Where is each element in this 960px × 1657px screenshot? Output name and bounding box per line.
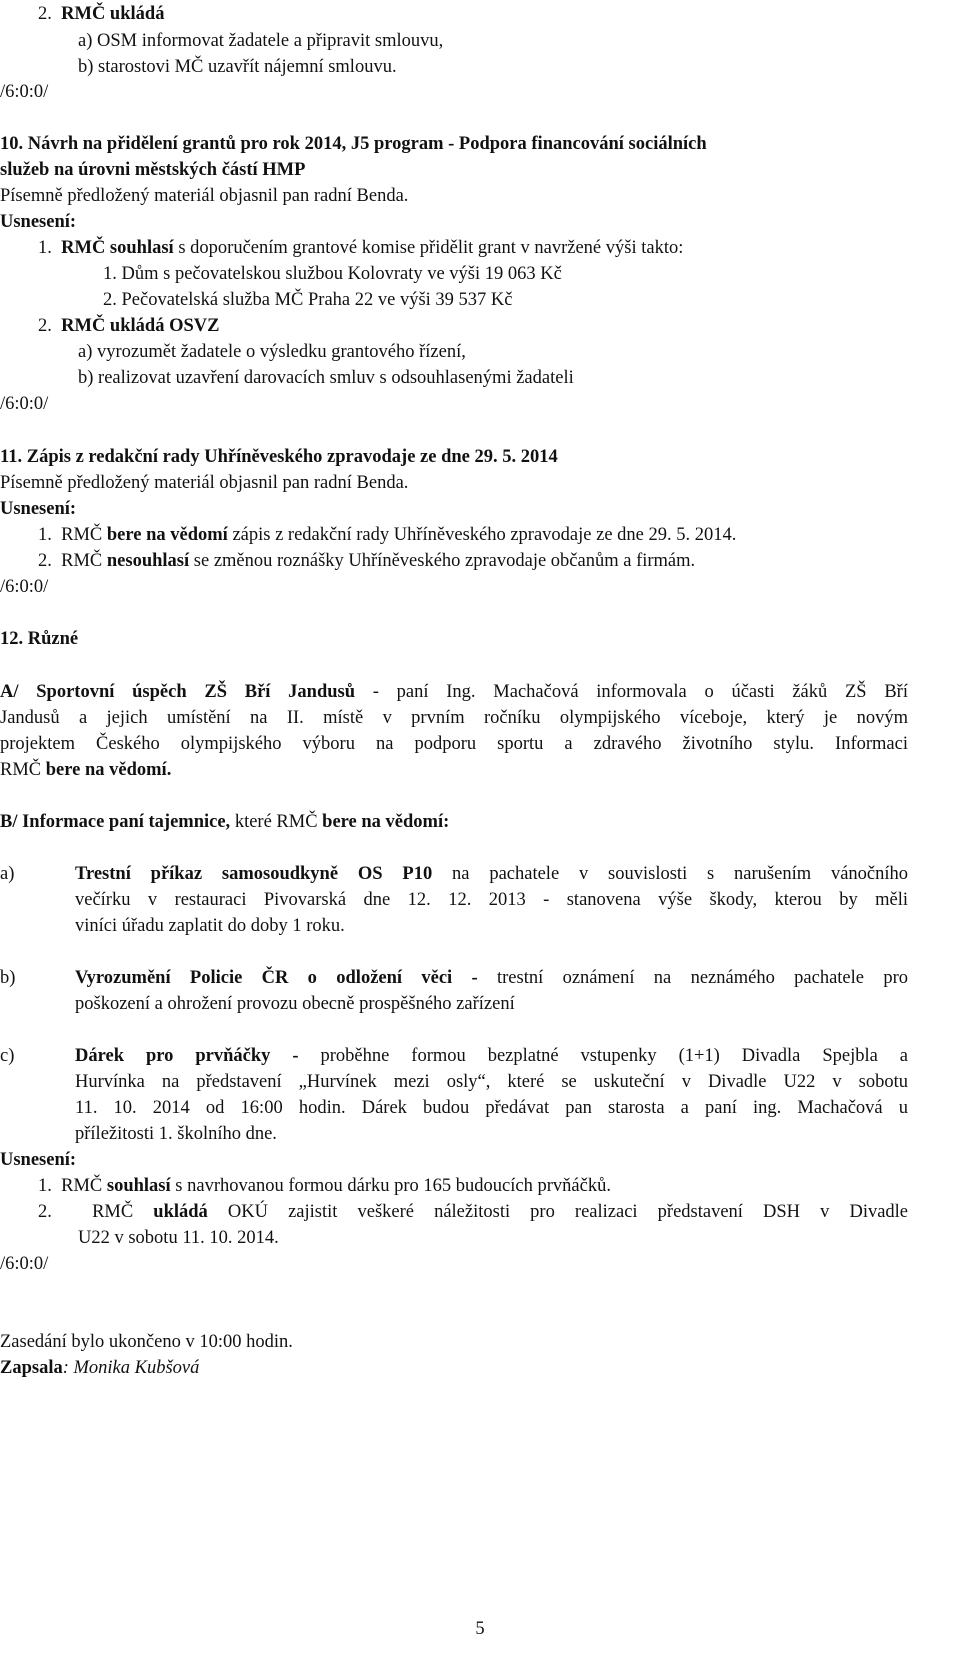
item-a-text: na pachatele v souvislosti s narušením vánočního xyxy=(432,864,909,884)
vote-result: /6:0:0/ xyxy=(0,82,49,102)
item-b-title: Vyrozumění Policie ČR o odložení věci - xyxy=(75,968,478,988)
item-number: 1. xyxy=(38,525,52,545)
item-b-line1 xyxy=(75,966,908,990)
resolution-text: s navrhovanou formou dárku pro 165 budoucích prvňáčků. xyxy=(175,1176,611,1196)
resolution-text: se změnou roznášky Uhříněveského zpravodaje občanům a firmám. xyxy=(193,551,696,571)
resolution-verb: bere na vědomí xyxy=(106,525,228,545)
item-b-label: b) xyxy=(0,968,16,988)
top-item2-a: a) OSM informovat žadatele a připravit smlouvu, xyxy=(78,31,444,51)
section12-resolution-2-line2: U22 v sobotu 11. 10. 2014. xyxy=(78,1228,279,1248)
part-a-heading: A/ Sportovní úspěch ZŠ Bří Jandusů xyxy=(0,682,356,702)
item-number: 2. xyxy=(38,4,52,24)
resolution-label: Usnesení: xyxy=(0,212,77,232)
item-a-line3: viníci úřadu zaplatit do doby 1 roku. xyxy=(75,916,345,936)
vote-result: /6:0:0/ xyxy=(0,1254,49,1274)
vote-result: /6:0:0/ xyxy=(0,394,49,414)
part-a-line1 xyxy=(0,680,908,704)
item-a-label: a) xyxy=(0,864,15,884)
section10-resolution-2 xyxy=(38,314,219,338)
resolution-verb: bere na vědomí. xyxy=(45,760,172,780)
item-a-title: Trestní příkaz samosoudkyně OS P10 xyxy=(75,864,433,884)
recorded-by-name: : Monika Kubšová xyxy=(62,1358,200,1378)
section12-resolution-1 xyxy=(38,1174,611,1198)
section10-heading-line1: 10. Návrh na přidělení grantů pro rok 2014, J5 program - Podpora financování sociálních xyxy=(0,134,707,154)
item-b-text: trestní oznámení na neznámého pachatele pro xyxy=(477,968,908,988)
item-c-label: c) xyxy=(0,1046,15,1066)
resolution-verb: souhlasí xyxy=(106,1176,171,1196)
recorded-by-label: Zapsala xyxy=(0,1358,63,1378)
grant-item-2: 2. Pečovatelská služba MČ Praha 22 ve výši 39 537 Kč xyxy=(103,290,513,310)
section11-intro: Písemně předložený materiál objasnil pan radní Benda. xyxy=(0,473,409,493)
item-label: RMČ ukládá xyxy=(61,4,165,24)
resolution-verb: RMČ ukládá OSVZ xyxy=(61,316,220,336)
resolution-verb: bere na vědomí: xyxy=(322,812,450,832)
item-number: 2. xyxy=(38,551,52,571)
item-a-line2: večírku v restauraci Pivovarská dne 12. 12. 2013 - stanovena výše škody, kterou by měli xyxy=(75,890,908,910)
part-a-line3: projektem Českého olympijského výboru na podporu sportu a zdravého životního stylu. Informaci xyxy=(0,734,908,754)
section12-heading: 12. Různé xyxy=(0,629,79,649)
section10-resolution-2-a: a) vyrozumět žadatele o výsledku grantového řízení, xyxy=(78,342,466,362)
item-c-title: Dárek pro prvňáčky - xyxy=(75,1046,299,1066)
section10-resolution-2-b: b) realizovat uzavření darovacích smluv s odsouhlasenými žadateli xyxy=(78,368,574,388)
item-number: 1. xyxy=(38,1176,52,1196)
rmc-label: RMČ xyxy=(61,1176,103,1196)
item-number: 1. xyxy=(38,238,52,258)
rmc-label: RMČ xyxy=(61,551,103,571)
recorded-by xyxy=(0,1356,199,1380)
section11-resolution-2 xyxy=(38,549,695,573)
item-c-text: proběhne formou bezplatné vstupenky (1+1) Divadla Spejbla a xyxy=(298,1046,908,1066)
resolution-verb: ukládá xyxy=(153,1202,208,1222)
page-number: 5 xyxy=(475,1619,485,1639)
rmc-label: RMČ xyxy=(0,760,42,780)
resolution-text: s doporučením grantové komise přidělit grant v navržené výši takto: xyxy=(178,238,684,258)
resolution-text: OKÚ zajistit veškeré náležitosti pro realizaci představení DSH v Divadle xyxy=(227,1202,909,1222)
rmc-label: RMČ xyxy=(61,525,103,545)
item-c-line4: příležitosti 1. školního dne. xyxy=(75,1124,277,1144)
part-b-heading: B/ Informace paní tajemnice, xyxy=(0,812,231,832)
top-item2 xyxy=(38,2,164,26)
item-c-line2: Hurvínka na představení „Hurvínek mezi osly“, které se uskuteční v Divadle U22 v sobotu xyxy=(75,1072,908,1092)
resolution-verb: nesouhlasí xyxy=(106,551,190,571)
part-b-text: které RMČ xyxy=(230,812,323,832)
part-a-line4 xyxy=(0,758,171,782)
part-a-text: - paní Ing. Machačová informovala o účasti žáků ZŠ Bří xyxy=(355,682,908,702)
section11-heading: 11. Zápis z redakční rady Uhříněveského zpravodaje ze dne 29. 5. 2014 xyxy=(0,447,558,467)
item-c-line3: 11. 10. 2014 od 16:00 hodin. Dárek budou předávat pan starosta a paní ing. Machačová u xyxy=(75,1098,908,1118)
resolution-label: Usnesení: xyxy=(0,499,77,519)
resolution-verb: RMČ souhlasí xyxy=(61,238,174,258)
resolution-label: Usnesení: xyxy=(0,1150,77,1170)
item-a-line1 xyxy=(75,862,908,886)
section11-resolution-1 xyxy=(38,523,736,547)
top-item2-b: b) starostovi MČ uzavřít nájemní smlouvu. xyxy=(78,57,397,77)
vote-result: /6:0:0/ xyxy=(0,577,49,597)
item-number: 2. xyxy=(38,316,52,336)
item-b-line2: poškození a ohrožení provozu obecně prospěšného zařízení xyxy=(75,994,515,1014)
rmc-label: RMČ xyxy=(92,1202,134,1222)
closing-statement: Zasedání bylo ukončeno v 10:00 hodin. xyxy=(0,1332,293,1352)
resolution-text: zápis z redakční rady Uhříněveského zpravodaje ze dne 29. 5. 2014. xyxy=(232,525,737,545)
grant-item-1: 1. Dům s pečovatelskou službou Kolovraty ve výši 19 063 Kč xyxy=(103,264,562,284)
section12-resolution-2 xyxy=(38,1200,908,1224)
item-number: 2. xyxy=(38,1202,52,1222)
section10-resolution-1 xyxy=(38,236,683,260)
part-a-line2: Jandusů a jejich umístění na II. místě v prvním ročníku olympijského víceboje, který je novým xyxy=(0,708,908,728)
section10-intro: Písemně předložený materiál objasnil pan radní Benda. xyxy=(0,186,409,206)
section10-heading-line2: služeb na úrovni městských částí HMP xyxy=(0,160,306,180)
item-c-line1 xyxy=(75,1044,908,1068)
part-b-heading-line xyxy=(0,810,449,834)
